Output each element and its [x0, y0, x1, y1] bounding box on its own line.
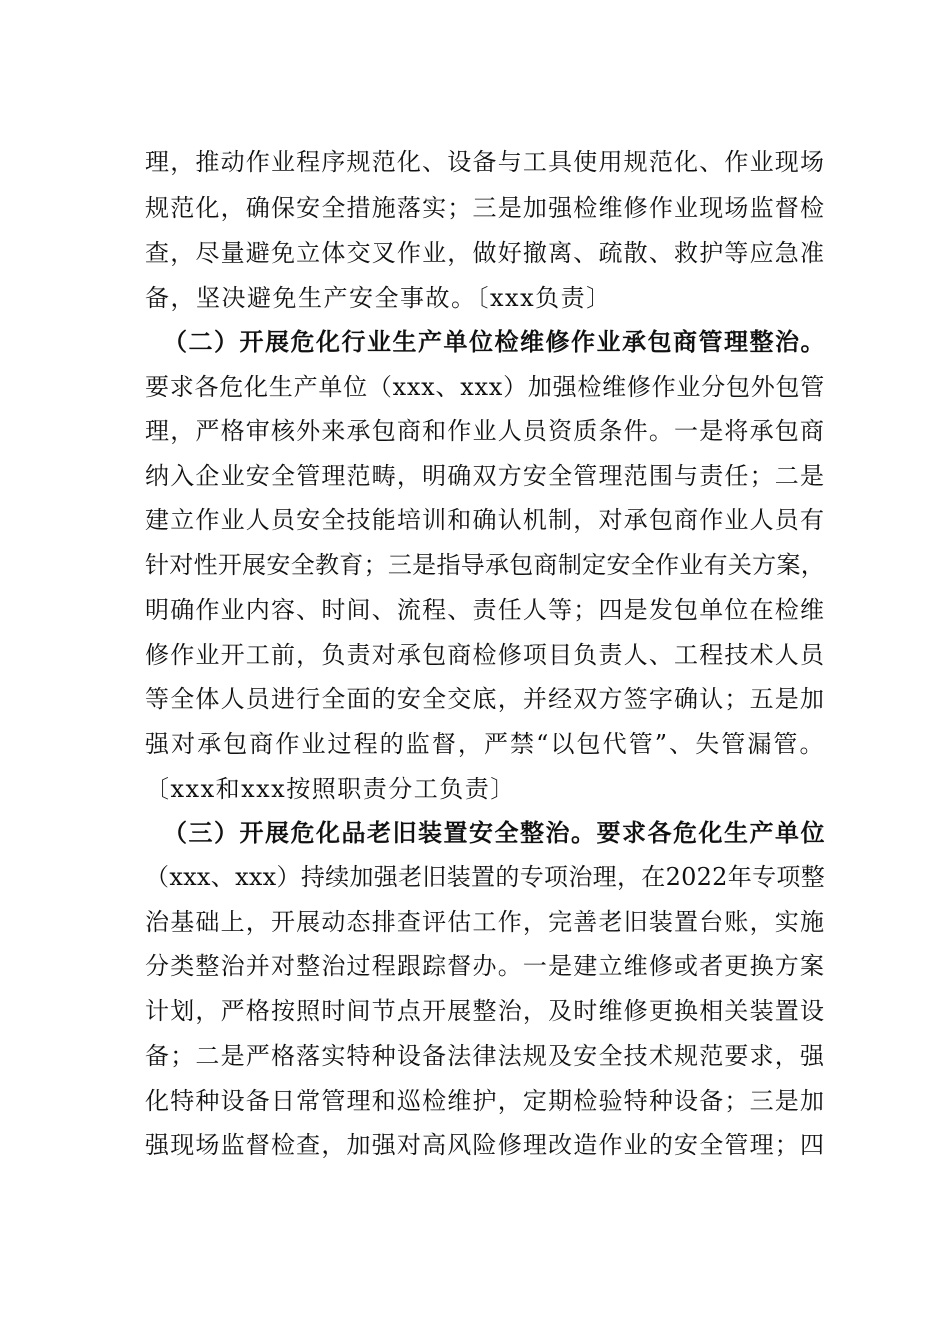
paragraph-line: 计划，严格按照时间节点开展整治，及时维修更换相关装置设 [145, 997, 825, 1025]
paragraph-line: 纳入企业安全管理范畴，明确双方安全管理范围与责任；二是 [145, 462, 825, 490]
paragraph-line: 要求各危化生产单位（xxx、xxx）加强检维修作业分包外包管 [145, 373, 825, 401]
paragraph-line: 理，推动作业程序规范化、设备与工具使用规范化、作业现场 [145, 148, 825, 176]
paragraph-line: 备，坚决避免生产安全事故。〔xxx负责〕 [145, 284, 612, 312]
paragraph-line: 化特种设备日常管理和巡检维护，定期检验特种设备；三是加 [145, 1087, 825, 1115]
paragraph-line: 规范化，确保安全措施落实；三是加强检维修作业现场监督检 [145, 194, 825, 222]
paragraph-line: 治基础上，开展动态排查评估工作，完善老旧装置台账，实施 [145, 908, 825, 936]
paragraph-line: 修作业开工前，负责对承包商检修项目负责人、工程技术人员 [145, 641, 825, 669]
paragraph-line: 明确作业内容、时间、流程、责任人等；四是发包单位在检维 [145, 596, 825, 624]
section-heading-3: （三）开展危化品老旧装置安全整治。要求各危化生产单位 [163, 818, 826, 847]
paragraph-line: 分类整治并对整治过程跟踪督办。一是建立维修或者更换方案 [145, 952, 825, 980]
section-heading-2: （二）开展危化行业生产单位检维修作业承包商管理整治。 [163, 327, 826, 356]
paragraph-line: 等全体人员进行全面的安全交底，并经双方签字确认；五是加 [145, 685, 825, 713]
paragraph-line: 查，尽量避免立体交叉作业，做好撤离、疏散、救护等应急准 [145, 239, 825, 267]
paragraph-line: （xxx、xxx）持续加强老旧装置的专项治理，在2022年专项整 [145, 863, 825, 891]
paragraph-line: 建立作业人员安全技能培训和确认机制，对承包商作业人员有 [145, 506, 825, 534]
paragraph-line: 针对性开展安全教育；三是指导承包商制定安全作业有关方案， [145, 551, 825, 579]
paragraph-line: 强现场监督检查，加强对高风险修理改造作业的安全管理；四 [145, 1131, 825, 1159]
paragraph-line: 强对承包商作业过程的监督，严禁“以包代管”、失管漏管。 [145, 730, 825, 758]
paragraph-line: 理，严格审核外来承包商和作业人员资质条件。一是将承包商 [145, 417, 825, 445]
paragraph-line: 备；二是严格落实特种设备法律法规及安全技术规范要求，强 [145, 1042, 825, 1070]
paragraph-line: 〔xxx和xxx按照职责分工负责〕 [145, 775, 516, 803]
